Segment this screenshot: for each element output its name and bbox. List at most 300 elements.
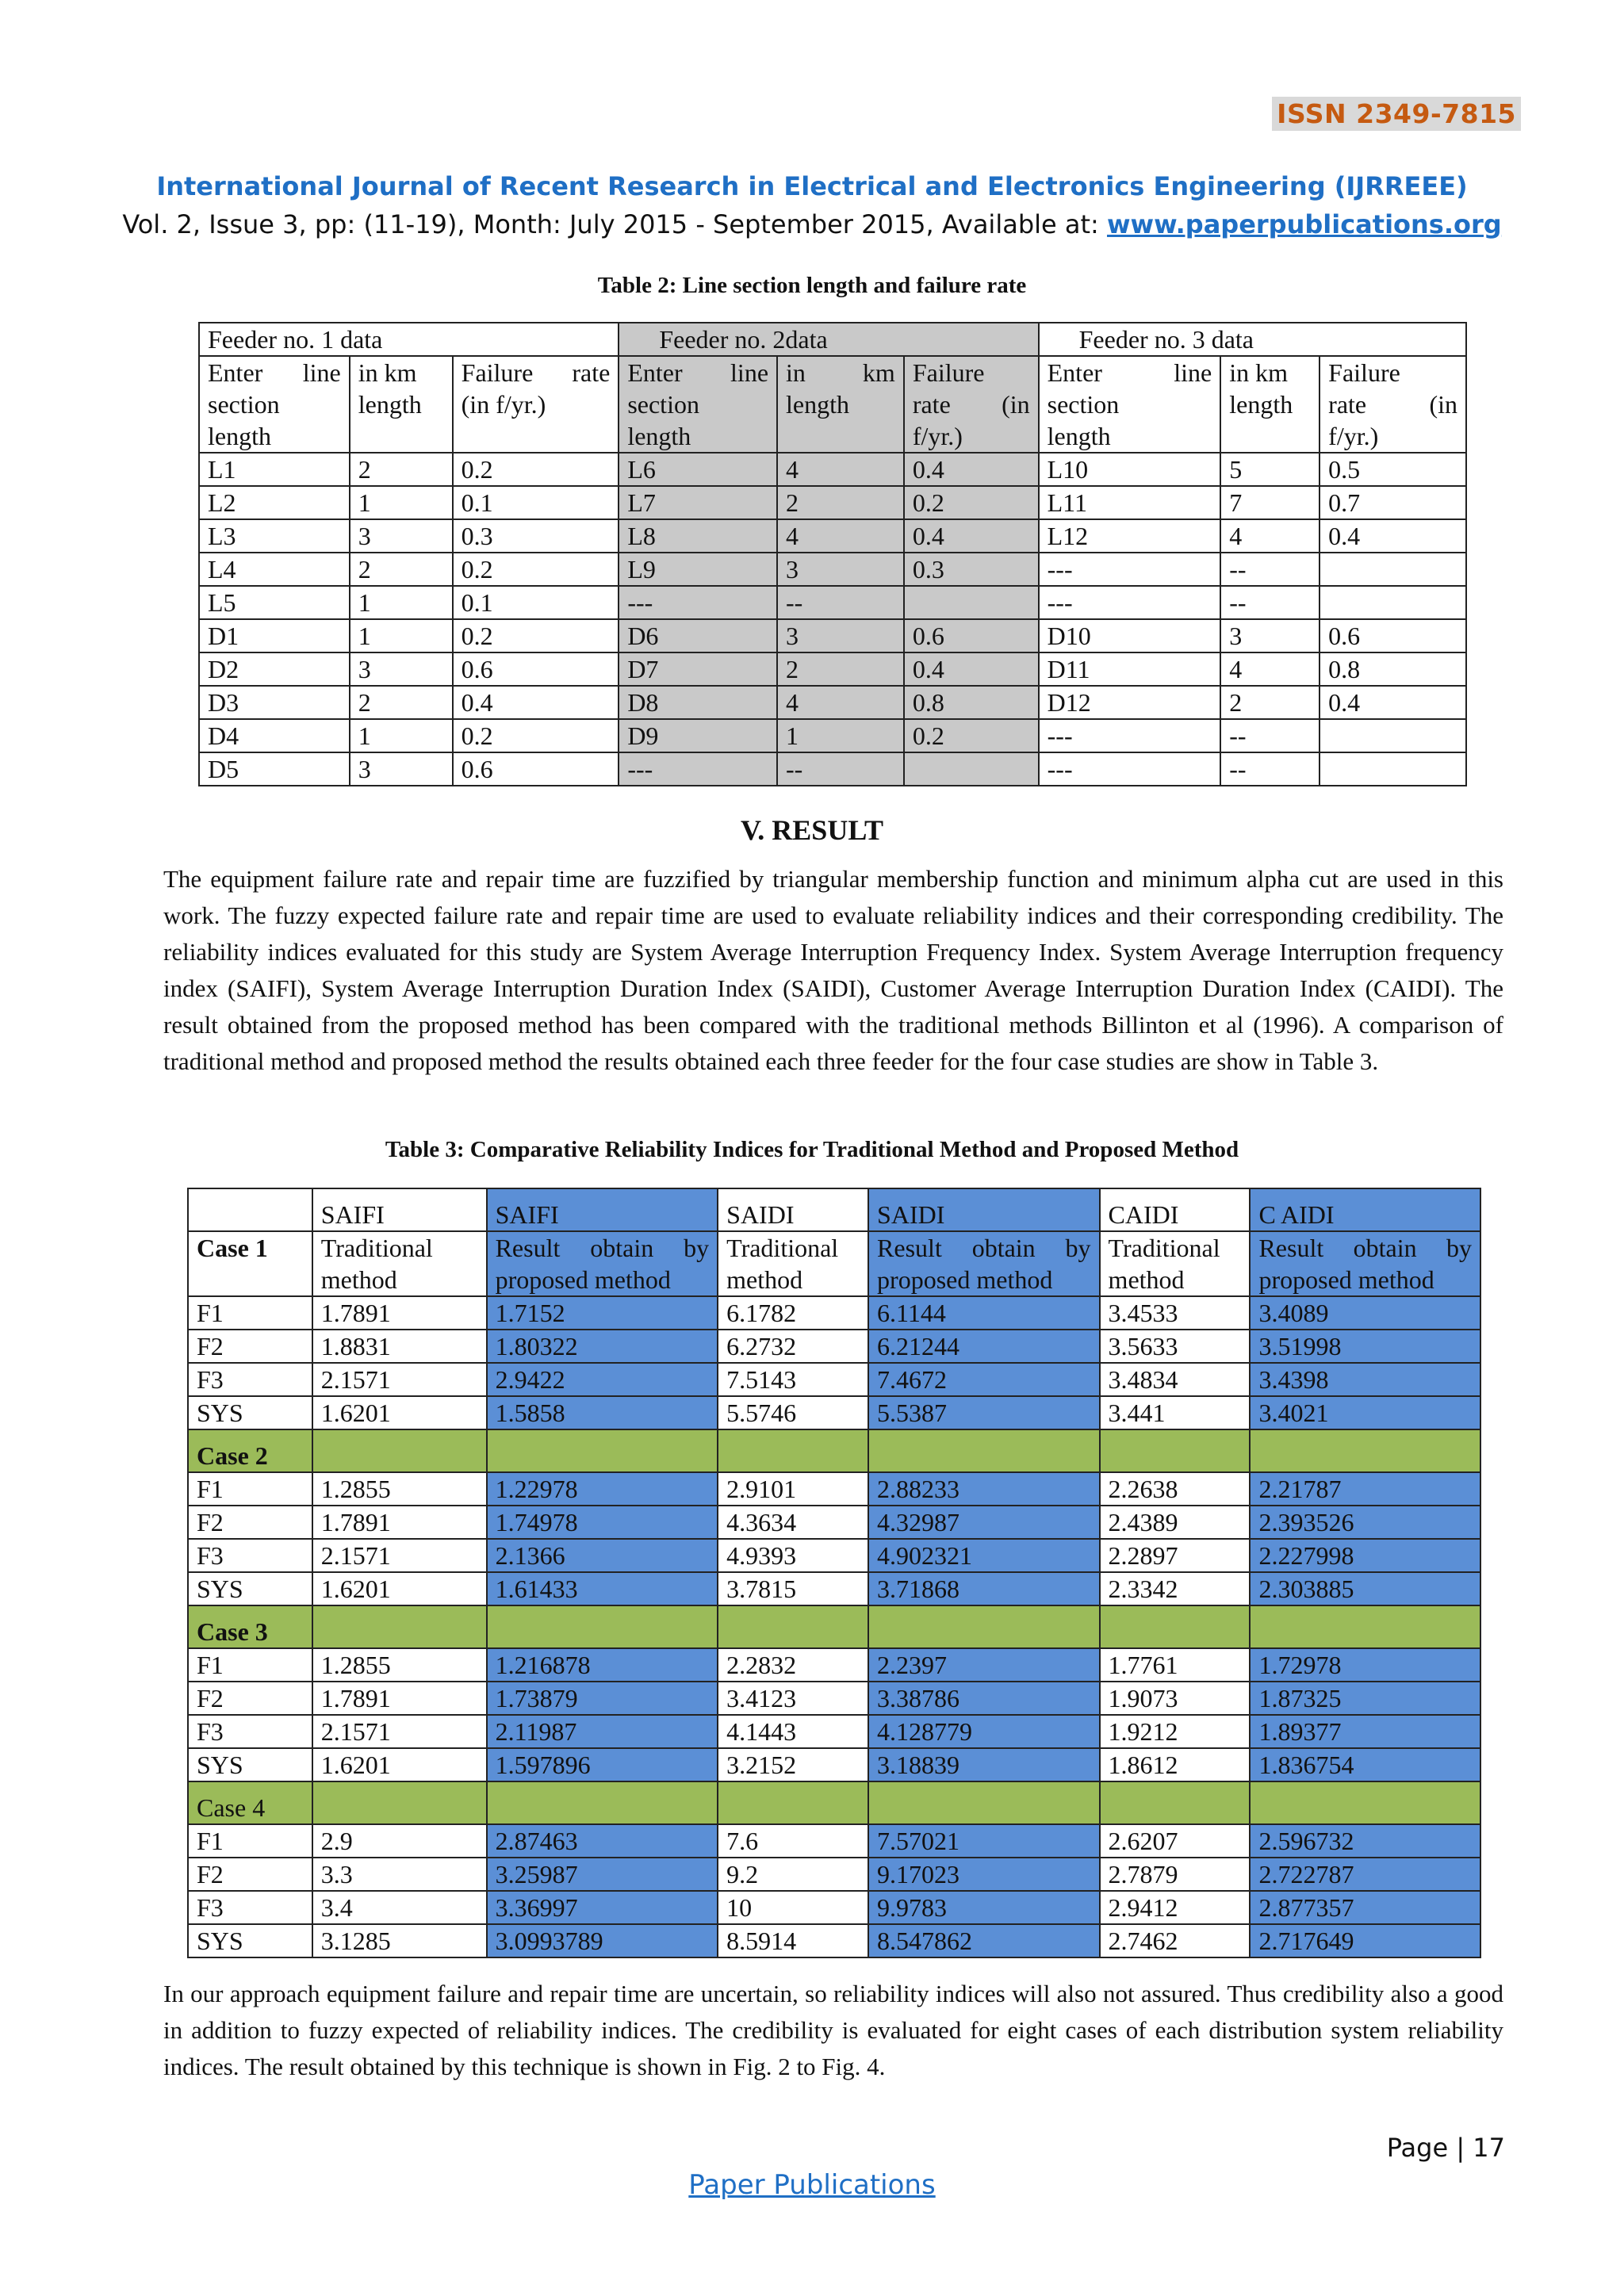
table3-row bbox=[188, 1891, 1480, 1924]
publisher-link[interactable]: Paper Publications bbox=[688, 2169, 936, 2201]
table3-method-header bbox=[1250, 1231, 1480, 1296]
table3-cell: 3.3 bbox=[312, 1858, 487, 1891]
table3-cell: 2.21787 bbox=[1250, 1472, 1480, 1506]
table3-cell: 4.9393 bbox=[718, 1539, 868, 1572]
table2-cell: 2 bbox=[777, 486, 904, 519]
table2-cell: 1 bbox=[350, 486, 453, 519]
table3-method-header-line: proposed method bbox=[877, 1265, 1053, 1294]
table3-cell: 2.9412 bbox=[1100, 1891, 1251, 1924]
table2-cell: 0.4 bbox=[904, 519, 1039, 553]
table3-cell: 1.89377 bbox=[1250, 1715, 1480, 1748]
table2-row bbox=[199, 553, 1466, 586]
table3-cell: 2.1571 bbox=[312, 1715, 487, 1748]
table3-case-fill bbox=[487, 1429, 718, 1472]
table3-method-header-row bbox=[188, 1231, 1480, 1296]
table2-cell: 1 bbox=[350, 719, 453, 752]
table3-cell: 1.6201 bbox=[312, 1572, 487, 1605]
table3-cell: 2.6207 bbox=[1100, 1824, 1251, 1858]
table2-cell: D9 bbox=[619, 719, 777, 752]
result-paragraph: The equipment failure rate and repair time are fuzzified by triangular membership function and minimum alpha cut are used in this work. The fuzzy expected failure rate and repair time are used to evaluate reliability indices and their corresponding credibility. The reliability indices evaluated for this study are System Average Interruption Frequency Index. System Average Interruption frequency index (SAIFI), System Average Interruption Duration Index (SAIDI), Customer Average Interruption Duration Index (CAIDI). The result obtained from the proposed method has been compared with the traditional methods Billinton et al (1996). A comparison of traditional method and proposed method the results obtained each three feeder for the four case studies are show in Table 3. bbox=[163, 865, 1503, 1075]
table2-cell: --- bbox=[619, 752, 777, 786]
table3-cell: 5.5746 bbox=[718, 1396, 868, 1429]
table2-column-header-row bbox=[199, 356, 1466, 453]
table3-cell: 4.32987 bbox=[868, 1506, 1100, 1539]
table2-row bbox=[199, 519, 1466, 553]
table3-row bbox=[188, 1396, 1480, 1429]
table2-column-header-line: rate (in bbox=[1328, 390, 1457, 419]
table2-column-header-line: length bbox=[1047, 422, 1111, 450]
table3-cell: 3.71868 bbox=[868, 1572, 1100, 1605]
table3-cell: 1.216878 bbox=[487, 1648, 718, 1682]
table3-method-header-line: method bbox=[726, 1265, 803, 1294]
table2-cell: --- bbox=[1039, 553, 1221, 586]
table3-cell: 3.51998 bbox=[1250, 1330, 1480, 1363]
table3-cell: 7.5143 bbox=[718, 1363, 868, 1396]
table3-cell: 3.4021 bbox=[1250, 1396, 1480, 1429]
table3-case-fill bbox=[1100, 1429, 1251, 1472]
table2-cell: D4 bbox=[199, 719, 350, 752]
table3-case-label: Case 4 bbox=[188, 1781, 312, 1824]
table2-cell: 3 bbox=[350, 519, 453, 553]
table2-row bbox=[199, 752, 1466, 786]
table3-method-header-line: Traditional bbox=[320, 1234, 433, 1262]
table2-cell: 3 bbox=[777, 619, 904, 652]
table3-cell: 3.441 bbox=[1100, 1396, 1251, 1429]
table2-cell: 0.1 bbox=[453, 486, 619, 519]
table2-cell: L10 bbox=[1039, 453, 1221, 486]
table3-case-fill bbox=[718, 1605, 868, 1648]
table2-cell: 7 bbox=[1220, 486, 1320, 519]
table3-cell: 1.6201 bbox=[312, 1396, 487, 1429]
table3-cell: 3.36997 bbox=[487, 1891, 718, 1924]
table3-method-header-line: method bbox=[320, 1265, 397, 1294]
table3-row bbox=[188, 1472, 1480, 1506]
table3-cell: 2.1571 bbox=[312, 1363, 487, 1396]
table2-cell: --- bbox=[619, 586, 777, 619]
table3-row bbox=[188, 1572, 1480, 1605]
table3-cell: 5.5387 bbox=[868, 1396, 1100, 1429]
table2-column-header bbox=[777, 356, 904, 453]
table3-cell: F1 bbox=[188, 1648, 312, 1682]
table2-row bbox=[199, 619, 1466, 652]
table2-cell: 1 bbox=[777, 719, 904, 752]
table3-case-fill bbox=[1100, 1605, 1251, 1648]
table3-case-label: Case 3 bbox=[188, 1605, 312, 1648]
table2-cell bbox=[904, 586, 1039, 619]
table3-cell: 2.9101 bbox=[718, 1472, 868, 1506]
table3-method-header-line: proposed method bbox=[1258, 1265, 1434, 1294]
table3-cell: 2.7879 bbox=[1100, 1858, 1251, 1891]
table3-index-header-row bbox=[188, 1188, 1480, 1231]
table3-cell: F3 bbox=[188, 1539, 312, 1572]
table2-cell: L3 bbox=[199, 519, 350, 553]
table3-cell: 6.1144 bbox=[868, 1296, 1100, 1330]
table2-cell: D2 bbox=[199, 652, 350, 686]
table2-cell: L1 bbox=[199, 453, 350, 486]
table3-cell: F2 bbox=[188, 1506, 312, 1539]
table2-cell: 0.6 bbox=[904, 619, 1039, 652]
table3-caption: Table 3: Comparative Reliability Indices for Traditional Method and Proposed Method bbox=[385, 1137, 1239, 1162]
table2-cell: D7 bbox=[619, 652, 777, 686]
table2-cell: D8 bbox=[619, 686, 777, 719]
table2-cell: 4 bbox=[777, 519, 904, 553]
table2-cell: L9 bbox=[619, 553, 777, 586]
table2-column-header bbox=[453, 356, 619, 453]
table3-cell: 3.2152 bbox=[718, 1748, 868, 1781]
table3-row bbox=[188, 1330, 1480, 1363]
table3-cell: 2.3342 bbox=[1100, 1572, 1251, 1605]
table3-cell: 1.7761 bbox=[1100, 1648, 1251, 1682]
table2-cell: 4 bbox=[777, 686, 904, 719]
table3-method-header bbox=[487, 1231, 718, 1296]
table2-row bbox=[199, 586, 1466, 619]
table3-row bbox=[188, 1539, 1480, 1572]
table3-index-header: SAIDI bbox=[718, 1188, 868, 1231]
table2-column-header bbox=[1039, 356, 1221, 453]
table3-cell: 1.7152 bbox=[487, 1296, 718, 1330]
table2-cell: 2 bbox=[1220, 686, 1320, 719]
table2-caption: Table 2: Line section length and failure rate bbox=[597, 273, 1027, 298]
table3-cell: 3.0993789 bbox=[487, 1924, 718, 1957]
table3-cell: 10 bbox=[718, 1891, 868, 1924]
table2-column-header-line: Enter line bbox=[208, 358, 341, 387]
table3-cell: F2 bbox=[188, 1858, 312, 1891]
table3-cell: 1.72978 bbox=[1250, 1648, 1480, 1682]
table3-case-row bbox=[188, 1781, 1480, 1824]
table2-cell: 0.4 bbox=[904, 453, 1039, 486]
table2-cell: L11 bbox=[1039, 486, 1221, 519]
table2-column-header-line: f/yr.) bbox=[1328, 422, 1379, 450]
table3-cell: F1 bbox=[188, 1472, 312, 1506]
table2-cell: 0.4 bbox=[453, 686, 619, 719]
journal-title: International Journal of Recent Research in Electrical and Electronics Engineering (IJRREEE) bbox=[156, 171, 1468, 201]
table2-cell: 4 bbox=[1220, 519, 1320, 553]
table3-case-fill bbox=[312, 1605, 487, 1648]
table3-cell: 1.61433 bbox=[487, 1572, 718, 1605]
table2-cell: 2 bbox=[350, 553, 453, 586]
table2-feeder-header: Feeder no. 2data bbox=[619, 323, 1038, 356]
table2-cell bbox=[1320, 553, 1466, 586]
table2-cell: 3 bbox=[350, 652, 453, 686]
table3-index-header: SAIFI bbox=[487, 1188, 718, 1231]
table2-cell bbox=[1320, 586, 1466, 619]
table3-case-row bbox=[188, 1605, 1480, 1648]
table3-cell: 2.2832 bbox=[718, 1648, 868, 1682]
table3-case-fill bbox=[868, 1781, 1100, 1824]
table3-cell: 1.8612 bbox=[1100, 1748, 1251, 1781]
table2-cell bbox=[1320, 752, 1466, 786]
table3-cell: 3.7815 bbox=[718, 1572, 868, 1605]
table3-cell: F1 bbox=[188, 1296, 312, 1330]
table2-cell: 1 bbox=[350, 619, 453, 652]
table2-column-header bbox=[619, 356, 777, 453]
table3-cell: 7.6 bbox=[718, 1824, 868, 1858]
table2-row bbox=[199, 652, 1466, 686]
table3-cell: 1.7891 bbox=[312, 1506, 487, 1539]
table2-column-header-line: in km bbox=[358, 358, 417, 387]
table3-cell: 3.4089 bbox=[1250, 1296, 1480, 1330]
table2-column-header-line: length bbox=[786, 390, 849, 419]
table2-cell: 0.3 bbox=[453, 519, 619, 553]
table3-cell: 3.25987 bbox=[487, 1858, 718, 1891]
table3-cell: 9.2 bbox=[718, 1858, 868, 1891]
table3-cell: 7.4672 bbox=[868, 1363, 1100, 1396]
table3-cell: F1 bbox=[188, 1824, 312, 1858]
table2-column-header-line: length bbox=[1229, 390, 1293, 419]
table3-cell: 1.2855 bbox=[312, 1472, 487, 1506]
table2-cell: D10 bbox=[1039, 619, 1221, 652]
table2-cell: 0.8 bbox=[1320, 652, 1466, 686]
table3-cell: 1.87325 bbox=[1250, 1682, 1480, 1715]
table3-cell: 2.4389 bbox=[1100, 1506, 1251, 1539]
table2-cell: L4 bbox=[199, 553, 350, 586]
table3-cell: 2.11987 bbox=[487, 1715, 718, 1748]
table3-cell: F3 bbox=[188, 1363, 312, 1396]
table3-cell: 6.1782 bbox=[718, 1296, 868, 1330]
table3-cell: 3.4533 bbox=[1100, 1296, 1251, 1330]
table3-case-fill bbox=[718, 1429, 868, 1472]
credibility-paragraph: In our approach equipment failure and repair time are uncertain, so reliability indices will also not assured. Thus credibility also a good in addition to fuzzy expected of reliability indices. The credibility is evaluated for eight cases of each distribution system reliability indices. The result obtained by this technique is shown in Fig. 2 to Fig. 4. bbox=[163, 1980, 1503, 2080]
table3-row bbox=[188, 1296, 1480, 1330]
table2-cell: L5 bbox=[199, 586, 350, 619]
table3-case-fill bbox=[718, 1781, 868, 1824]
table2-cell: 0.3 bbox=[904, 553, 1039, 586]
table2-row bbox=[199, 486, 1466, 519]
table3-index-header: SAIFI bbox=[312, 1188, 487, 1231]
table2-cell: 1 bbox=[350, 586, 453, 619]
table2-cell: -- bbox=[1220, 719, 1320, 752]
table3-cell: 2.88233 bbox=[868, 1472, 1100, 1506]
table3-case-fill bbox=[1250, 1605, 1480, 1648]
table3-cell: 9.17023 bbox=[868, 1858, 1100, 1891]
volume-text: Vol. 2, Issue 3, pp: (11-19), Month: July 2015 - September 2015, Available at: bbox=[122, 209, 1107, 239]
table3-index-header: CAIDI bbox=[1100, 1188, 1251, 1231]
table2-column-header-line: f/yr.) bbox=[912, 422, 963, 450]
table3-row bbox=[188, 1682, 1480, 1715]
table2-cell: 0.6 bbox=[1320, 619, 1466, 652]
table3-cell: 1.8831 bbox=[312, 1330, 487, 1363]
table3-cell: 1.9212 bbox=[1100, 1715, 1251, 1748]
table2-cell: 0.1 bbox=[453, 586, 619, 619]
table2-cell: 0.4 bbox=[1320, 686, 1466, 719]
table3-cell: 3.4123 bbox=[718, 1682, 868, 1715]
table3-method-header bbox=[718, 1231, 868, 1296]
table3-case-fill bbox=[868, 1605, 1100, 1648]
table2-cell bbox=[904, 752, 1039, 786]
table3-cell: 9.9783 bbox=[868, 1891, 1100, 1924]
table2-cell: D3 bbox=[199, 686, 350, 719]
table2-cell: D6 bbox=[619, 619, 777, 652]
table3-cell: 8.5914 bbox=[718, 1924, 868, 1957]
table3-cell: 2.9422 bbox=[487, 1363, 718, 1396]
table3-method-header bbox=[312, 1231, 487, 1296]
table2-cell: 0.5 bbox=[1320, 453, 1466, 486]
page-number: Page | 17 bbox=[1386, 2133, 1505, 2163]
table3-row bbox=[188, 1715, 1480, 1748]
table3-case-fill bbox=[487, 1781, 718, 1824]
table2-column-header bbox=[350, 356, 453, 453]
table2-column-header-line: section bbox=[208, 390, 280, 419]
table2-cell: 2 bbox=[777, 652, 904, 686]
table3-cell: 2.7462 bbox=[1100, 1924, 1251, 1957]
table2-column-header bbox=[199, 356, 350, 453]
table3-cell: 3.4398 bbox=[1250, 1363, 1480, 1396]
table2-column-header-line: section bbox=[627, 390, 699, 419]
table2-cell: 3 bbox=[350, 752, 453, 786]
table2-row bbox=[199, 453, 1466, 486]
table3-index-header: C AIDI bbox=[1250, 1188, 1480, 1231]
table2-cell: 3 bbox=[1220, 619, 1320, 652]
table2-cell: 0.7 bbox=[1320, 486, 1466, 519]
table2-feeder-row bbox=[199, 323, 1466, 356]
table3-case-fill bbox=[1100, 1781, 1251, 1824]
table2-cell: 5 bbox=[1220, 453, 1320, 486]
table3-cell: 1.5858 bbox=[487, 1396, 718, 1429]
table2-cell: 0.2 bbox=[453, 453, 619, 486]
table3-method-header-line: proposed method bbox=[495, 1265, 671, 1294]
table3-cell: 2.87463 bbox=[487, 1824, 718, 1858]
table3-cell: 1.7891 bbox=[312, 1296, 487, 1330]
table2-cell: 0.6 bbox=[453, 652, 619, 686]
table2-cell: 0.2 bbox=[453, 719, 619, 752]
table3-case-fill bbox=[312, 1781, 487, 1824]
table2-cell: L7 bbox=[619, 486, 777, 519]
table2-cell: -- bbox=[777, 752, 904, 786]
table2-cell: --- bbox=[1039, 586, 1221, 619]
table2-cell: -- bbox=[1220, 752, 1320, 786]
table2-column-header-line: in km bbox=[786, 358, 895, 387]
table3-cell: 2.9 bbox=[312, 1824, 487, 1858]
table3-cell: 2.303885 bbox=[1250, 1572, 1480, 1605]
table3-cell: 1.6201 bbox=[312, 1748, 487, 1781]
table3-cell: 1.74978 bbox=[487, 1506, 718, 1539]
table3-cell: 2.877357 bbox=[1250, 1891, 1480, 1924]
table2-feeder-header: Feeder no. 3 data bbox=[1039, 323, 1466, 356]
table2-row bbox=[199, 719, 1466, 752]
table2-cell: 4 bbox=[777, 453, 904, 486]
table3-method-header-line: Result obtain by bbox=[1258, 1234, 1472, 1262]
table3-row bbox=[188, 1506, 1480, 1539]
table2-column-header-line: length bbox=[358, 390, 422, 419]
table2-cell: -- bbox=[1220, 553, 1320, 586]
table3-cell: 3.5633 bbox=[1100, 1330, 1251, 1363]
table2-column-header-line: section bbox=[1047, 390, 1120, 419]
table2-cell bbox=[1320, 719, 1466, 752]
table2-column-header-line: Failure rate bbox=[461, 358, 611, 387]
table3-cell: 1.80322 bbox=[487, 1330, 718, 1363]
table2-column-header-line: Enter line bbox=[627, 358, 769, 387]
table3-row bbox=[188, 1748, 1480, 1781]
table3-cell: 8.547862 bbox=[868, 1924, 1100, 1957]
website-link[interactable]: www.paperpublications.org bbox=[1106, 209, 1502, 239]
table3-method-header-line: Traditional bbox=[1108, 1234, 1220, 1262]
table2-cell: L12 bbox=[1039, 519, 1221, 553]
table3-cell: 1.836754 bbox=[1250, 1748, 1480, 1781]
table3-method-header-line: Result obtain by bbox=[495, 1234, 710, 1262]
table2-cell: 0.2 bbox=[453, 619, 619, 652]
table2-column-header-line: Failure bbox=[912, 358, 985, 387]
table3-cell: 2.1366 bbox=[487, 1539, 718, 1572]
table3-row bbox=[188, 1858, 1480, 1891]
table3-cell: 1.2855 bbox=[312, 1648, 487, 1682]
table3-cell: 2.596732 bbox=[1250, 1824, 1480, 1858]
table2-cell: --- bbox=[1039, 719, 1221, 752]
table3-method-header-line: Traditional bbox=[726, 1234, 839, 1262]
table3-index-header bbox=[188, 1188, 312, 1231]
table3-cell: 2.2397 bbox=[868, 1648, 1100, 1682]
table3-row bbox=[188, 1648, 1480, 1682]
table3-case-fill bbox=[487, 1605, 718, 1648]
table3-method-header-line: method bbox=[1108, 1265, 1185, 1294]
issn-badge: ISSN 2349-7815 bbox=[1272, 97, 1521, 131]
table2 bbox=[198, 322, 1467, 786]
table3-cell: SYS bbox=[188, 1748, 312, 1781]
volume-line bbox=[0, 209, 1624, 239]
table2-column-header-line: length bbox=[627, 422, 691, 450]
table2-cell: 0.8 bbox=[904, 686, 1039, 719]
table3-case-label: Case 1 bbox=[188, 1231, 312, 1296]
table3-cell: SYS bbox=[188, 1396, 312, 1429]
table3-cell: 1.7891 bbox=[312, 1682, 487, 1715]
table2-cell: 0.2 bbox=[904, 486, 1039, 519]
table3-cell: F3 bbox=[188, 1891, 312, 1924]
table3-cell: 2.2897 bbox=[1100, 1539, 1251, 1572]
table3-cell: 6.2732 bbox=[718, 1330, 868, 1363]
table3-cell: F2 bbox=[188, 1330, 312, 1363]
table2-cell: D11 bbox=[1039, 652, 1221, 686]
table3-cell: 1.9073 bbox=[1100, 1682, 1251, 1715]
table3-method-header bbox=[868, 1231, 1100, 1296]
table2-cell: 0.2 bbox=[904, 719, 1039, 752]
table2-cell: 0.4 bbox=[1320, 519, 1466, 553]
table3-method-header-line: Result obtain by bbox=[877, 1234, 1091, 1262]
table3-case-fill bbox=[312, 1429, 487, 1472]
table3-case-fill bbox=[868, 1429, 1100, 1472]
table2-cell: 2 bbox=[350, 453, 453, 486]
table3-case-fill bbox=[1250, 1781, 1480, 1824]
table3-cell: 4.128779 bbox=[868, 1715, 1100, 1748]
table2-cell: -- bbox=[1220, 586, 1320, 619]
table3 bbox=[187, 1188, 1481, 1958]
table3-cell: 4.3634 bbox=[718, 1506, 868, 1539]
table3-cell: 2.227998 bbox=[1250, 1539, 1480, 1572]
table2-column-header-line: length bbox=[208, 422, 271, 450]
table3-row bbox=[188, 1363, 1480, 1396]
table2-column-header bbox=[904, 356, 1039, 453]
table2-cell: D1 bbox=[199, 619, 350, 652]
table3-cell: 2.393526 bbox=[1250, 1506, 1480, 1539]
table3-cell: 7.57021 bbox=[868, 1824, 1100, 1858]
table3-case-fill bbox=[1250, 1429, 1480, 1472]
table3-cell: SYS bbox=[188, 1572, 312, 1605]
table2-cell: L2 bbox=[199, 486, 350, 519]
table3-cell: 1.73879 bbox=[487, 1682, 718, 1715]
table2-cell: D12 bbox=[1039, 686, 1221, 719]
table3-row bbox=[188, 1824, 1480, 1858]
table2-cell: 2 bbox=[350, 686, 453, 719]
table2-cell: L6 bbox=[619, 453, 777, 486]
table3-case-label: Case 2 bbox=[188, 1429, 312, 1472]
table3-index-header: SAIDI bbox=[868, 1188, 1100, 1231]
table3-cell: 4.902321 bbox=[868, 1539, 1100, 1572]
table2-column-header bbox=[1220, 356, 1320, 453]
table2-cell: -- bbox=[777, 586, 904, 619]
table2-column-header-line: Enter line bbox=[1047, 358, 1212, 387]
table3-cell: F3 bbox=[188, 1715, 312, 1748]
section-heading: V. RESULT bbox=[740, 814, 884, 846]
table2-column-header-line: (in f/yr.) bbox=[461, 390, 546, 419]
table3-cell: 3.4 bbox=[312, 1891, 487, 1924]
